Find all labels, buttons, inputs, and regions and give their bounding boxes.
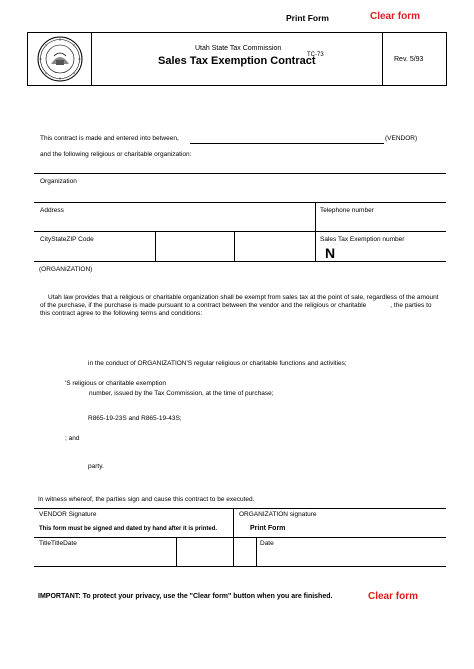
sig-table-bottom <box>34 566 446 567</box>
term-3: R865-19-23S and R865-19-43S; <box>88 415 182 422</box>
body-paragraph-text: Utah law provides that a religious or charitable organization shall be exempt from sales tax at the point of sale, regardless of the amount of the purchase, if the purchase is made pursuant to a contract between the vendor and the religious or charitable <box>40 294 439 309</box>
address-field[interactable] <box>34 215 314 231</box>
vendor-signature-label: VENDOR Signature <box>39 511 97 518</box>
organization-label: Organization <box>40 178 77 185</box>
clear-form-button-bottom[interactable]: Clear form <box>368 591 419 602</box>
telephone-field[interactable] <box>316 215 446 231</box>
organization-date-field[interactable] <box>258 548 444 565</box>
vendor-name-field[interactable] <box>190 143 384 144</box>
org-table-line-2 <box>34 231 446 232</box>
term-4: ; and <box>65 435 80 442</box>
term-5: party. <box>88 463 104 470</box>
title-date-label: TitleTitleDate <box>39 540 77 547</box>
organization-caption: (ORGANIZATION) <box>39 266 93 273</box>
exemption-prefix: N <box>325 245 336 261</box>
org-table-line-1 <box>34 202 446 203</box>
intro-line-2: and the following religious or charitable organization: <box>40 151 192 158</box>
telephone-label: Telephone number <box>320 207 374 214</box>
header-divider-left <box>91 32 92 86</box>
date-label: Date <box>260 540 274 547</box>
must-sign-note: This form must be signed and dated by hand after it is printed. <box>39 526 218 532</box>
print-form-button-secondary[interactable]: Print Form <box>250 525 286 532</box>
vendor-title-date-divider <box>176 537 177 566</box>
utah-state-seal-icon <box>37 36 83 82</box>
page-title: Sales Tax Exemption Contract <box>158 55 316 67</box>
organization-signature-label: ORGANIZATION signature <box>239 511 317 518</box>
organization-field[interactable] <box>34 186 446 202</box>
exemption-number-field[interactable] <box>338 244 444 260</box>
sig-table-mid <box>34 537 446 538</box>
form-number: TC-73 <box>307 52 324 58</box>
intro-line-1: This contract is made and entered into between, <box>40 135 179 142</box>
sig-table-top <box>34 508 446 509</box>
address-label: Address <box>40 207 64 214</box>
org-title-date-divider <box>256 537 257 566</box>
term-1: in the conduct of ORGANIZATION'S regular religious or charitable functions and activities; <box>88 360 347 367</box>
clear-form-button[interactable]: Clear form <box>370 11 421 22</box>
sig-table-center-divider <box>233 508 234 566</box>
vendor-date-field[interactable] <box>179 548 233 565</box>
term-2a: 'S religious or charitable exemption <box>65 380 166 387</box>
zip-field[interactable] <box>236 244 312 260</box>
state-field[interactable] <box>156 244 232 260</box>
org-table-divider <box>315 202 316 261</box>
header-divider-right <box>382 32 383 86</box>
org-table-bottom <box>34 261 446 262</box>
state-zip-divider <box>234 231 235 261</box>
privacy-notice: IMPORTANT: To protect your privacy, use the "Clear form" button when you are finished. <box>38 593 333 600</box>
citystatezip-label: CityStateZIP Code <box>40 236 94 243</box>
vendor-title-field[interactable] <box>36 548 174 565</box>
org-table-top <box>34 173 446 174</box>
city-state-divider <box>155 231 156 261</box>
exemption-number-label: Sales Tax Exemption number <box>320 236 405 243</box>
agency-name: Utah State Tax Commission <box>195 45 282 52</box>
witness-statement: In witness whereof, the parties sign and cause this contract to be executed. <box>38 496 255 503</box>
vendor-caption: (VENDOR) <box>385 135 418 142</box>
city-field[interactable] <box>34 244 154 260</box>
body-paragraph-end: , the parties to this contract agree to the following terms and conditions: <box>40 302 432 317</box>
term-2b: number, issued by the Tax Commission, at the time of purchase; <box>89 390 274 397</box>
body-paragraph <box>40 294 440 318</box>
revision-date: Rev. 5/93 <box>394 56 424 63</box>
print-form-button[interactable]: Print Form <box>286 13 329 23</box>
organization-title-field[interactable] <box>236 548 256 565</box>
